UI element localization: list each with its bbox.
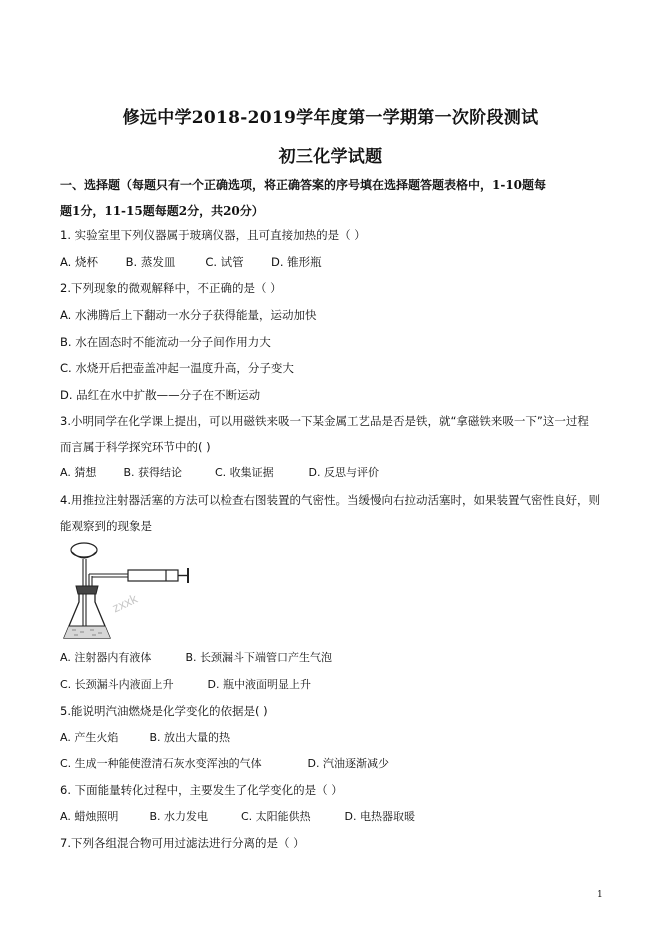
option-d: D. 反思与评价 bbox=[308, 466, 379, 479]
page-subtitle: 初三化学试题 bbox=[278, 147, 383, 167]
question-2-stem: 2.下列现象的微观解释中，不正确的是（ ） bbox=[60, 281, 282, 295]
question-4-options-row-2 bbox=[60, 677, 311, 693]
option-a: A. 猜想 bbox=[60, 466, 97, 479]
question-4-stem-line-2: 能观察到的现象是 bbox=[60, 519, 152, 533]
option-a: A. 烧杯 bbox=[60, 255, 98, 269]
section-heading-line-2: 题1分，11-15题每题2分，共20分） bbox=[60, 204, 264, 218]
question-6-stem: 6. 下面能量转化过程中，主要发生了化学变化的是（ ） bbox=[60, 783, 343, 797]
question-2-option-b: B. 水在固态时不能流动一分子间作用力大 bbox=[60, 335, 271, 349]
apparatus-figure bbox=[62, 542, 192, 642]
page-number: 1 bbox=[597, 890, 603, 900]
option-c: C. 试管 bbox=[205, 255, 244, 269]
option-b: B. 水力发电 bbox=[149, 810, 209, 823]
option-a: A. 蜡烛照明 bbox=[60, 810, 119, 823]
option-a: A. 产生火焰 bbox=[60, 731, 119, 744]
option-d: D. 瓶中液面明显上升 bbox=[207, 678, 311, 691]
page-title: 修远中学2018-2019学年度第一学期第一次阶段测试 bbox=[122, 108, 539, 128]
option-c: C. 收集证据 bbox=[215, 466, 274, 479]
option-b: B. 蒸发皿 bbox=[125, 255, 176, 269]
question-5-options-row-1 bbox=[60, 730, 230, 746]
question-2-option-d: D. 品红在水中扩散——分子在不断运动 bbox=[60, 388, 261, 402]
question-5-stem: 5.能说明汽油燃烧是化学变化的依据是( ) bbox=[60, 704, 268, 718]
question-3-stem-line-2: 而言属于科学探究环节中的( ) bbox=[60, 440, 211, 454]
option-c: C. 生成一种能使澄清石灰水变浑浊的气体 bbox=[60, 757, 262, 770]
watermark-text: zxxk bbox=[109, 590, 140, 616]
question-3-stem-line-1: 3.小明同学在化学课上提出，可以用磁铁来吸一下某金属工艺品是否是铁，就“拿磁铁来吸一下”这一过程 bbox=[60, 414, 589, 428]
question-3-options bbox=[60, 465, 379, 481]
apparatus-flask-syringe-icon bbox=[62, 542, 192, 642]
question-2-option-c: C. 水烧开后把壶盖冲起一温度升高，分子变大 bbox=[60, 361, 294, 375]
question-2-option-a: A. 水沸腾后上下翻动一水分子获得能量，运动加快 bbox=[60, 308, 317, 322]
option-b: B. 长颈漏斗下端管口产生气泡 bbox=[185, 651, 333, 664]
question-1-options bbox=[60, 254, 322, 270]
question-7-stem: 7.下列各组混合物可用过滤法进行分离的是（ ） bbox=[60, 836, 305, 850]
option-d: D. 汽油逐渐减少 bbox=[307, 757, 389, 770]
question-1-stem: 1. 实验室里下列仪器属于玻璃仪器，且可直接加热的是（ ） bbox=[60, 228, 366, 242]
section-heading bbox=[60, 172, 605, 224]
option-c: C. 太阳能供热 bbox=[241, 810, 311, 823]
option-c: C. 长颈漏斗内液面上升 bbox=[60, 678, 174, 691]
section-heading-line-1: 一、选择题（每题只有一个正确选项，将正确答案的序号填在选择题答题表格中，1-10题每 bbox=[60, 178, 547, 192]
option-b: B. 获得结论 bbox=[123, 466, 183, 479]
question-4-stem-line-1: 4.用推拉注射器活塞的方法可以检查右图装置的气密性。当缓慢向右拉动活塞时，如果装置气密性良好，则 bbox=[60, 493, 600, 507]
option-b: B. 放出大量的热 bbox=[149, 731, 231, 744]
option-a: A. 注射器内有液体 bbox=[60, 651, 152, 664]
question-4-options-row-1 bbox=[60, 650, 332, 666]
question-5-options-row-2 bbox=[60, 756, 389, 772]
option-d: D. 锥形瓶 bbox=[270, 255, 322, 269]
question-6-options bbox=[60, 809, 415, 825]
option-d: D. 电热器取暖 bbox=[344, 810, 415, 823]
